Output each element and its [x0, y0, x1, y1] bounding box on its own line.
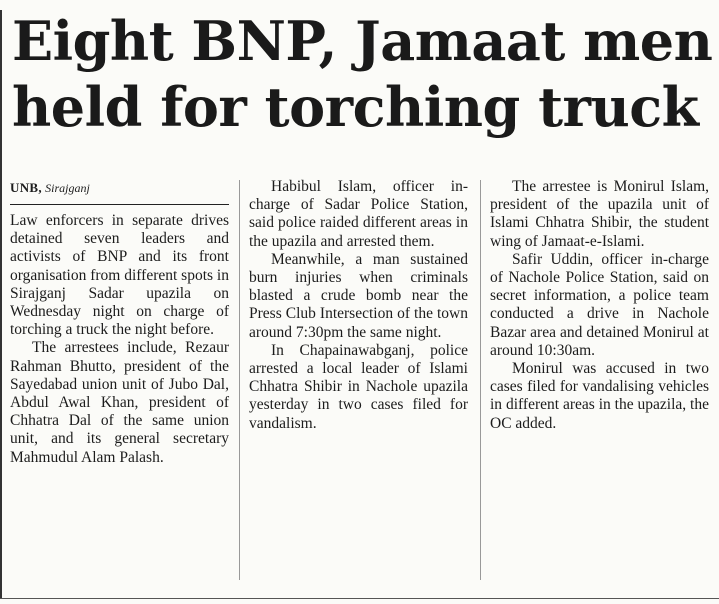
article-column-2: [249, 178, 468, 433]
column-separator: [480, 180, 481, 580]
dateline: [10, 181, 90, 195]
paragraph: Law enforcers in separate drives detained seven leaders and activists of BNP and its front organisation from different spots in Sirajganj Sadar upazila on Wednesday night on charge of torching a truck the night before.: [10, 212, 229, 339]
headline: [12, 8, 716, 140]
paragraph: Monirul was accused in two cases filed for vandalising vehicles in different areas in the upazila, the OC added.: [490, 360, 709, 432]
agency-credit: UNB,: [10, 180, 42, 195]
left-border-rule: [0, 10, 2, 598]
headline-line-2: held for torching truck: [12, 75, 699, 139]
dateline-rule: [10, 204, 229, 205]
article-column-1: [10, 212, 229, 467]
column-separator: [239, 180, 240, 580]
paragraph: Habibul Islam, officer in-charge of Sadar Police Station, said police raided different areas in the upazila and arrested them.: [249, 178, 468, 250]
bottom-rule: [0, 598, 719, 599]
headline-line-1: Eight BNP, Jamaat men: [12, 9, 713, 73]
dateline-location: Sirajganj: [45, 181, 90, 195]
paragraph: The arrestees include, Rezaur Rahman Bhutto, president of the Sayedabad union unit of Jubo Dal, Abdul Awal Khan, president of Chhatra Dal of the same union unit, and its general secretary Mahmudul Alam Palash.: [10, 339, 229, 466]
paragraph: Safir Uddin, officer in-charge of Nachole Police Station, said on secret information, a police team conducted a drive in Nachole Bazar area and detained Monirul at around 10:30am.: [490, 250, 709, 359]
article-column-3: [490, 178, 709, 433]
paragraph: The arrestee is Monirul Islam, president of the upazila unit of Islami Chhatra Shibir, the student wing of Jamaat-e-Islami.: [490, 178, 709, 250]
paragraph: In Chapainawabganj, police arrested a local leader of Islami Chhatra Shibir in Nachole upazila yesterday in two cases filed for vandalism.: [249, 341, 468, 432]
paragraph: Meanwhile, a man sustained burn injuries when criminals blasted a crude bomb near the Press Club Intersection of the town around 7:30pm the same night.: [249, 250, 468, 341]
